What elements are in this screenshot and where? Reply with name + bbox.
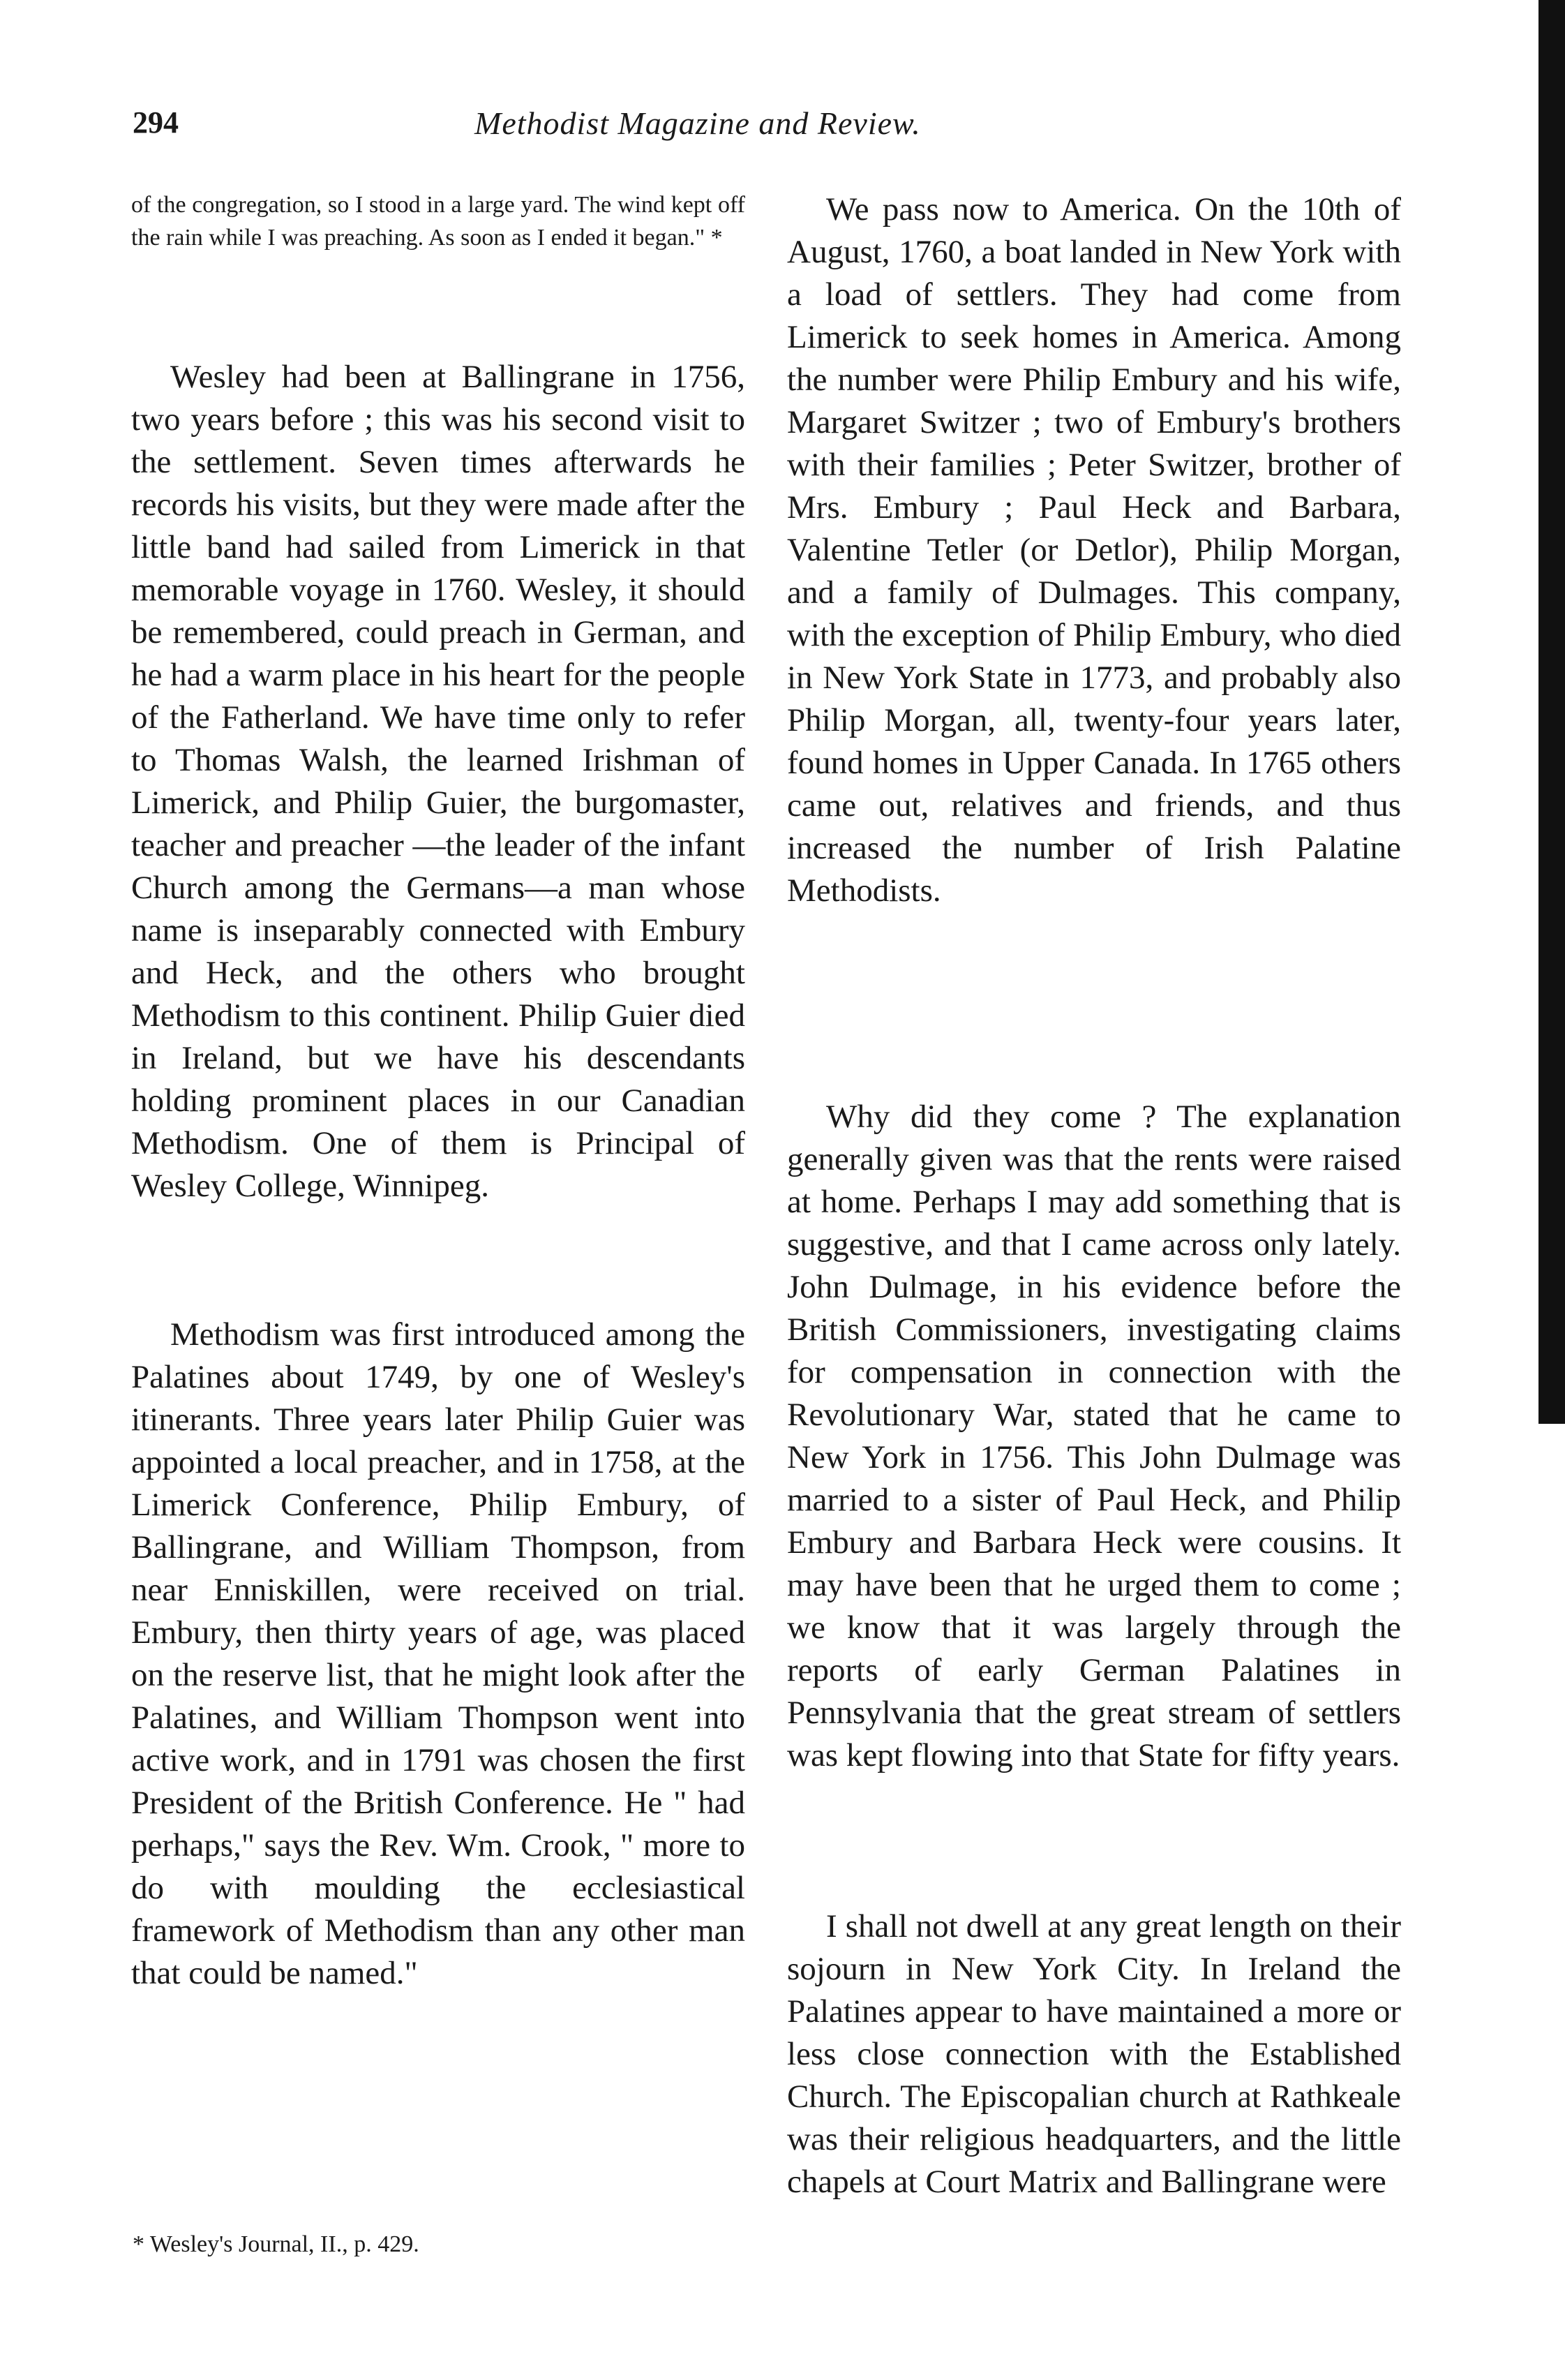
- paragraph: We pass now to America. On the 10th of August, 1760, a boat landed in New York with a load of settlers. They had come from Limerick to seek homes in America. Among the number were Philip Embury and his wife, Margaret Switzer ; two of Embury's brothers with their families ; Peter Switzer, brother of Mrs. Embury ; Paul Heck and Barbara, Valentine Tetler (or Detlor), Philip Morgan, and a family of Dulmages. This company, with the exception of Philip Embury, who died in New York State in 1773, and probably also Philip Morgan, all, twenty-four years later, found homes in Upper Canada. In 1765 others came out, relatives and friends, and thus increased the number of Irish Palatine Methodists.: [787, 191, 1401, 909]
- paragraph: Wesley had been at Ballingrane in 1756, two years before ; this was his second visit to the settlement. Seven times afterwards he records his visits, but they were made after the little band had sailed from Limerick in that memorable voyage in 1760. Wesley, it should be remembered, could preach in German, and he had a warm place in his heart for the people of the Fatherland. We have time only to refer to Thomas Walsh, the learned Irishman of Limerick, and Philip Guier, the burgomaster, teacher and preacher —the leader of the infant Church among the Germans—a man whose name is inseparably connected with Embury and Heck, and the others who brought Methodism to this continent. Philip Guier died in Ireland, but we have his descendants holding prominent places in our Canadian Methodism. One of them is Principal of Wesley College, Winnipeg.: [131, 359, 745, 1204]
- paragraph: Methodism was first introduced among the Palatines about 1749, by one of Wesley's itinerants. Three years later Philip Guier was appointed a local preacher, and in 1758, at the Limerick Conference, Philip Embury, of Ballingrane, and William Thompson, from near Enniskillen, were received on trial. Embury, then thirty years of age, was placed on the reserve list, that he might look after the Palatines, and William Thompson went into active work, and in 1791 was chosen the first President of the British Conference. He " had perhaps," says the Rev. Wm. Crook, " more to do with moulding the ecclesiastical framework of Methodism than any other man that could be named.": [131, 1316, 745, 1991]
- scan-edge-bar: [1538, 0, 1565, 1424]
- page-number: 294: [133, 105, 179, 140]
- paragraph: Why did they come ? The explanation generally given was that the rents were raised at home. Perhaps I may add something that is suggestive, and that I came across only lately. John Dulmage, in his evidence before the British Commissioners, investigating claims for compensation in connection with the Revolutionary War, stated that he came to New York in 1756. This John Dulmage was married to a sister of Paul Heck, and Philip Embury and Barbara Heck were cousins. It may have been that he urged them to come ; we know that it was largely through the reports of early German Palatines in Pennsylvania that the great stream of settlers was kept flowing into that State for fifty years.: [787, 1099, 1401, 1773]
- right-column: [787, 188, 1401, 2380]
- paragraph: I shall not dwell at any great length on their sojourn in New York City. In Ireland the Palatines appear to have maintained a more or less close connection with the Established Church. The Episcopalian church at Rathkeale was their religious headquarters, and the little chapels at Court Matrix and Ballingrane were: [787, 1908, 1401, 2200]
- running-head: Methodist Magazine and Review.: [474, 105, 921, 141]
- left-column: [131, 188, 745, 2260]
- page-header: [133, 105, 1137, 161]
- quote-continuation: of the congregation, so I stood in a large yard. The wind kept off the rain while I was preaching. As soon as I ended it began." *: [131, 192, 745, 251]
- footnote: * Wesley's Journal, II., p. 429.: [133, 2231, 419, 2257]
